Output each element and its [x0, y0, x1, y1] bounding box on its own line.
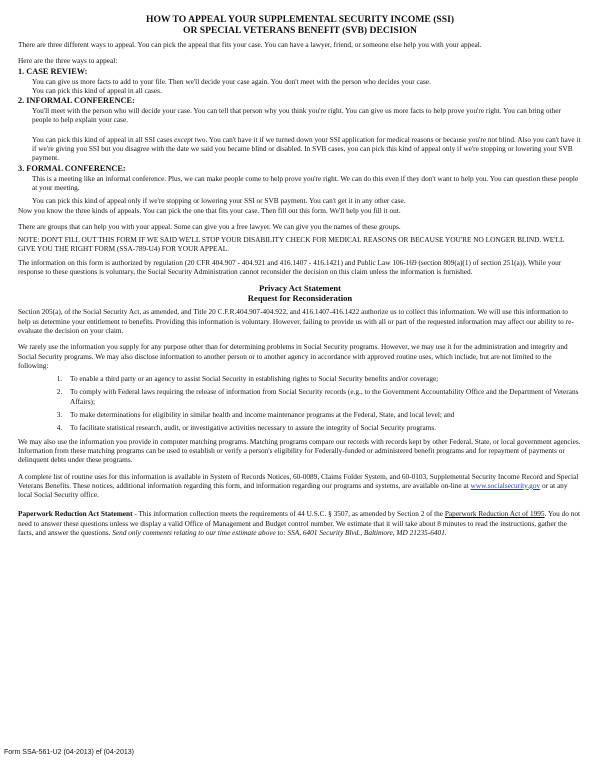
informal-p1: You'll meet with the person who will decide your case. You can tell that person why you think you're right. You can give us more facts to help prove you're right. You can bring other people to help explain your case. [32, 106, 561, 125]
authorized-text: The information on this form is authorized by regulation (20 CFR 404.907 - 404.921 and 416.1407 - 416.1421) and Public Law 106-169 (section 809(a)(1) of section 251(a)). While your response to these questions is voluntary, the Social Security Administration cannot reconsider the decision on this claim unless the information is furnished. [18, 257, 562, 277]
privacy-heading: Privacy Act Statement [258, 283, 342, 294]
informal-p2-emphasis: except [174, 134, 193, 144]
paperwork-comments: Send only comments relating to our time estimate above to: SSA, 6401 Security Blvd., Baltimore, MD 21235-6401. [112, 527, 447, 537]
case-review-heading: 1. CASE REVIEW: [18, 66, 88, 76]
privacy-p4-a: A complete list of routine uses for this information is available in System of Records Notices, 60-0089, Claims Folder System, and 60-0103, Supplemental Security Income Record and Special Veterans Benefits. These notices, additional information regarding this form, and information regarding our programs and systems, are available on-line at [18, 471, 579, 490]
privacy-p2: We rarely use the information you supply for any purpose other than for determining problems in Social Security programs. However, we may use it for the administration and integrity and Social Security programs. We may also disclose information to another person or to another agency in accordance with approved routine uses, which include, but are not limited to the following: [18, 342, 568, 370]
form-footer: Form SSA-561-U2 (04-2013) ef (04-2013) [4, 749, 134, 756]
privacy-p4 [18, 472, 582, 500]
list-item: 4. To facilitate statistical research, audit, or investigative activities necessary to assure the integrity of Social Security programs. [64, 423, 582, 432]
title-line-2: OR SPECIAL VETERANS BENEFIT (SVB) DECISION [183, 25, 417, 36]
case-review-p1: You can give us more facts to add to your file. Then we'll decide your case again. You don't meet with the person who decides your case. [32, 76, 431, 86]
document-title [18, 14, 582, 36]
informal-heading: 2. INFORMAL CONFERENCE: [18, 96, 135, 106]
now-you-know-text: Now you know the three kinds of appeals. You can pick the one that fits your case. Then fill out this form. We'll help you fill it out. [18, 205, 401, 215]
privacy-p4-b: or at any local Social Security office. [18, 480, 568, 500]
socialsecurity-link[interactable]: www.socialsecurity.gov [470, 480, 541, 490]
paperwork-t2: . You do not need to answer these questions unless we display a valid Office of Management and Budget control number. We estimate that it will take about 8 minutes to read the instructions, gather the facts, and answer the questions. [18, 509, 581, 537]
reconsideration-heading: Request for Reconsideration [247, 293, 353, 304]
informal-p2 [18, 135, 582, 163]
intro-text: There are three different ways to appeal. You can pick the appeal that fits your case. You can have a lawyer, friend, or someone else help you with your appeal. [18, 40, 482, 49]
paperwork-label: Paperwork Reduction Act Statement [18, 509, 133, 519]
informal-p2-a: You can pick this kind of appeal in all SSI cases [32, 134, 175, 144]
privacy-p3: We may also use the information you provide in computer matching programs. Matching programs compare our records with records kept by other Federal, State, or local government agencies. Information from these matching programs can be used to establish or verify a person's eligibility for Federally-funded or administered benefit programs and for repayment of payments or delinquent debts under these programs. [18, 436, 581, 465]
formal-p2: You can pick this kind of appeal only if we're stopping or lowering your SSI or SVB payment. You can't get it in any other case. [32, 196, 406, 206]
paperwork-t1: - This information collection meets the requirements of 44 U.S.C. § 3507, as amended by Section 2 of the [132, 509, 445, 519]
paperwork-act-ref: Paperwork Reduction Act of 1995 [444, 509, 545, 519]
case-review-p2: You can pick this kind of appeal in all cases. [32, 85, 162, 95]
privacy-p1: Section 205(a), of the Social Security Act, as amended, and Title 20 C.F.R.404.907-404.922, and 416.1407-416.1422 authorize us to collect this information. We will use this information to help us determine your entitlement to benefits. Providing this information is voluntary. However, failing to provide us with all or part of the requested information may affect our ability to re-evaluate the decision on your claim. [18, 307, 574, 335]
formal-p1: This is a meeting like an informal conference. Plus, we can make people come to help prove you're right. We can do this even if they don't want to help you. You can question these people at your meeting. [32, 173, 579, 192]
routine-uses-list [18, 374, 582, 432]
informal-p2-b: two. You can't have it if we turned down your SSI application for medical reasons or because you're not blind. Also you can't have it if we're giving you SSI but you disagree with the date we said you became blind or disabled. In SVB cases, you can pick this kind of appeal only if we're stopping or lowering your SVB payment. [32, 134, 581, 163]
title-line-1: HOW TO APPEAL YOUR SUPPLEMENTAL SECURITY INCOME (SSI) [145, 14, 455, 25]
note-text: NOTE: DON'T FILL OUT THIS FORM IF WE SAID WE'LL STOP YOUR DISABILITY CHECK FOR MEDICAL REASONS OR BECAUSE YOU'RE NO LONGER BLIND. WE'LL GIVE YOU THE RIGHT FORM (SSA-789-U4) FOR YOUR APPEAL. [18, 235, 565, 254]
paperwork-statement [18, 509, 582, 537]
three-ways-text: Here are the three ways to appeal: [18, 56, 118, 66]
list-item: 2. To comply with Federal laws requiring the release of information from Social Security records (e.g., to the Government Accountability Office and the Department of Veterans Affairs); [64, 387, 582, 406]
list-item: 3. To make determinations for eligibility in similar health and income maintenance programs at the Federal, State, and local level; and [64, 410, 582, 419]
list-item: 1. To enable a third party or an agency to assist Social Security in establishing rights to Social Security benefits and/or coverage; [64, 374, 582, 383]
formal-heading: 3. FORMAL CONFERENCE: [18, 163, 126, 173]
groups-text: There are groups that can help you with your appeal. Some can give you a free lawyer. We can give you the names of these groups. [18, 221, 401, 231]
